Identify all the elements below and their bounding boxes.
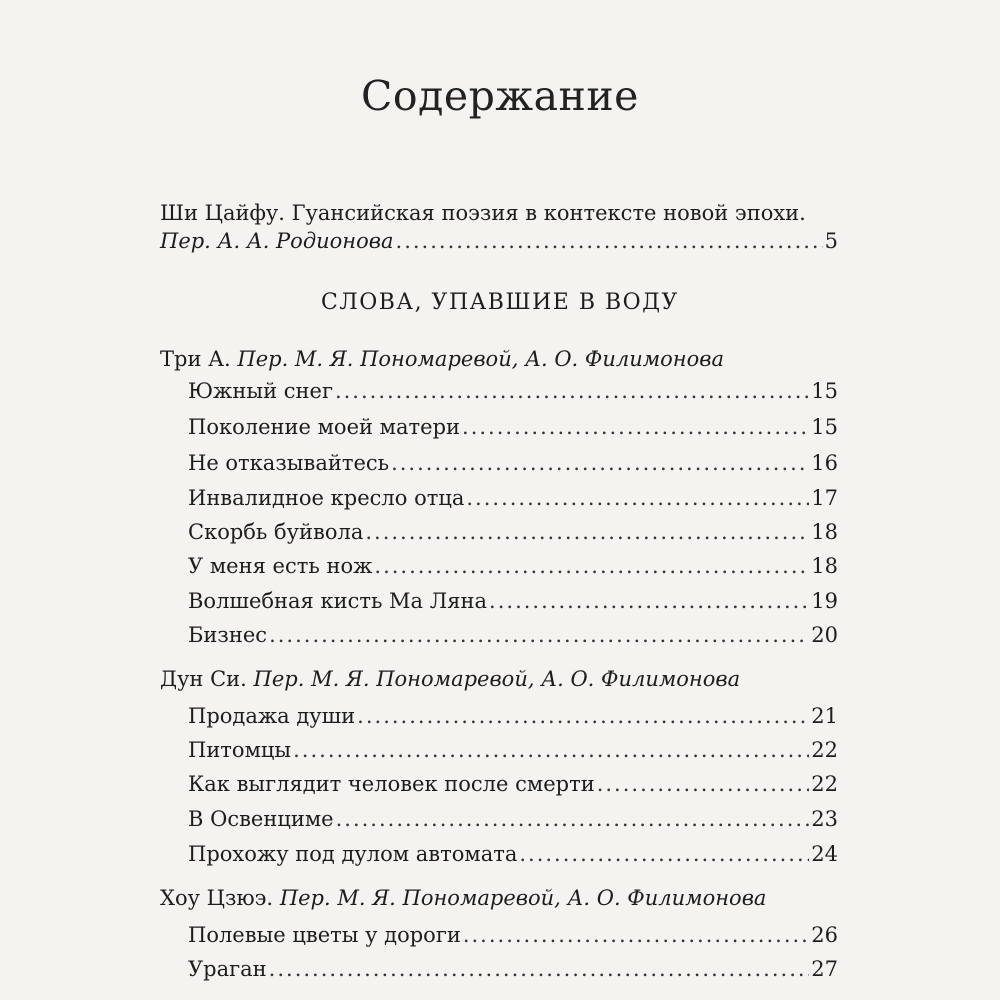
intro-entry [160,228,838,254]
author-heading [160,666,740,692]
toc-entry [188,771,838,797]
entry-title: Поколение моей матери [188,415,461,439]
author-translators: Пер. М. Я. Пономаревой, А. О. Филимонова [253,667,741,691]
leader-dots [336,806,810,832]
page-number: 16 [811,451,838,475]
toc-entry [188,588,838,614]
entry-title: Полевые цветы у дороги [188,923,461,947]
toc-entry [188,485,838,511]
page-number: 22 [811,738,838,762]
leader-dots [489,588,809,614]
leader-dots [463,922,809,948]
toc-entry [188,806,838,832]
page-number: 18 [811,554,838,578]
toc-entry [188,519,838,545]
intro-heading: Ши Цайфу. Гуансийская поэзия в контексте новой эпохи. [160,201,806,225]
author-name: Хоу Цзюэ. [160,886,274,910]
author-translators: Пер. М. Я. Пономаревой, А. О. Филимонова [237,347,725,371]
toc-entry [188,841,838,867]
leader-dots [365,519,809,545]
page-number: 27 [811,957,838,981]
toc-entry [188,378,838,404]
entry-title: Бизнес [188,623,268,647]
page-number: 15 [811,415,838,439]
leader-dots [293,737,809,763]
author-heading [160,346,724,372]
leader-dots [269,956,810,982]
page-number: 24 [811,842,838,866]
entry-title: Южный снег [188,379,333,403]
toc-entry [188,922,838,948]
entry-title: Не отказывайтесь [188,451,390,475]
page-number: 21 [811,704,838,728]
entry-title: Скорбь буйвола [188,520,364,544]
toc-entry [188,622,838,648]
author-name: Три А. [160,347,231,371]
author-translators: Пер. М. Я. Пономаревой, А. О. Филимонова [279,886,767,910]
entry-title: Инвалидное кресло отца [188,486,465,510]
page-number: 17 [811,486,838,510]
leader-dots [391,450,809,476]
page-number: 26 [811,923,838,947]
leader-dots [466,485,809,511]
page-number: 23 [811,807,838,831]
page-number: 22 [811,772,838,796]
toc-entry [188,450,838,476]
page-number: 18 [811,520,838,544]
entry-title: Продажа души [188,704,356,728]
page-number: 19 [811,589,838,613]
page-number: 20 [811,623,838,647]
entry-title: Питомцы [188,738,292,762]
toc-entry [188,414,838,440]
toc-entry [188,553,838,579]
leader-dots [357,703,809,729]
toc-entry [188,703,838,729]
entry-title: Волшебная кисть Ма Ляна [188,589,488,613]
leader-dots [519,841,809,867]
author-heading [160,885,766,911]
entry-title: Ураган [188,957,267,981]
leader-dots [374,553,809,579]
toc-entry [188,737,838,763]
page-number: 15 [811,379,838,403]
entry-title: В Освенциме [188,807,334,831]
leader-dots [597,771,810,797]
leader-dots [462,414,809,440]
page-number: 5 [824,229,838,253]
section-title: СЛОВА, УПАВШИЕ В ВОДУ [321,290,679,315]
leader-dots [269,622,809,648]
entry-title: У меня есть нож [188,554,373,578]
entry-title: Как выглядит человек после смерти [188,772,595,796]
author-name: Дун Си. [160,667,247,691]
page-title: Содержание [361,72,639,120]
entry-title: Прохожу под дулом автомата [188,842,518,866]
toc-entry [188,956,838,982]
intro-translator: Пер. А. А. Родионова [160,229,394,253]
leader-dots [396,228,823,254]
leader-dots [335,378,809,404]
